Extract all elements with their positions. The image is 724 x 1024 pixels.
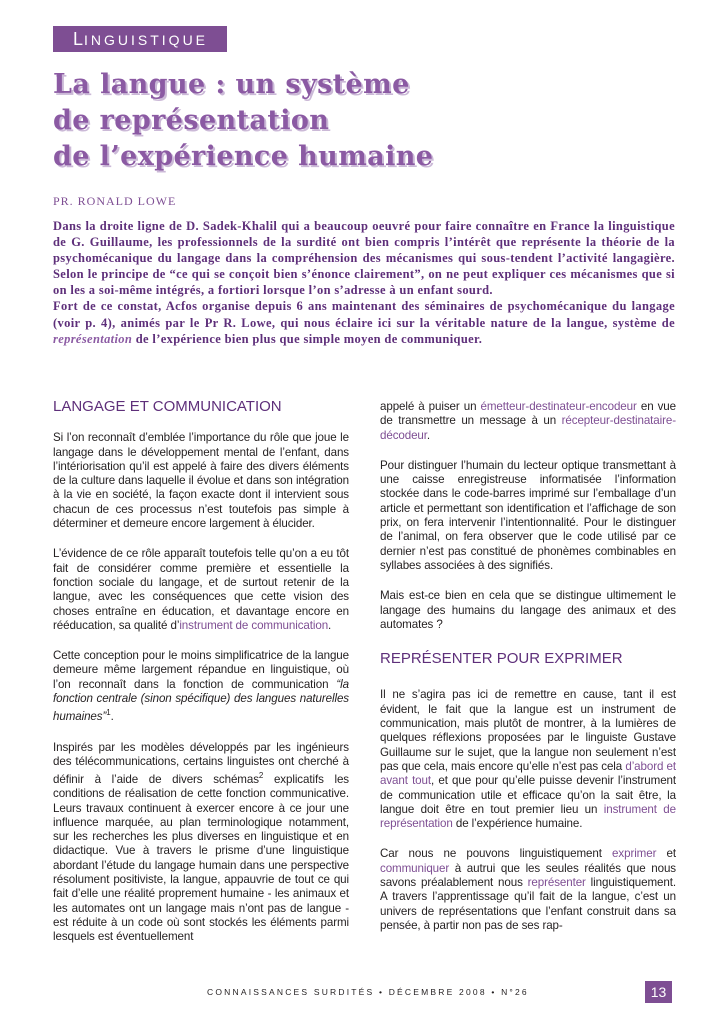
highlight-term: représenter [527,876,586,890]
highlight-term: communiquer [380,861,450,875]
title-line-1: La langue : un système [53,69,410,100]
highlight-term: exprimer [612,847,657,861]
highlight-term: instrument de représentation [380,802,676,831]
page-number: 13 [645,981,672,1003]
highlight-term: d’abord et avant tout [380,759,677,788]
author-byline: PR. RONALD LOWE [53,194,177,208]
article-lead [53,218,675,347]
right-paragraph-2: Pour distinguer l’humain du lecteur optique transmettant à une caisse enregistreuse informatisée l’information stockée dans le code-barres imprimé sur l’emballage d’un article et permettant son identification et l’affichage de son prix, on fera intervenir l’intentionnalité. Pour le distinguer de l’animal, on fera observer que le code utilisé par ce dernier n’est pas constitué de phonèmes combinables en syllabes associées à des signifiés. [380,458,676,572]
section-heading-langage: LANGAGE ET COMMUNICATION [53,398,282,415]
article-title [53,67,673,175]
highlight-term: instrument de communication [179,618,329,632]
right-paragraph-3: Mais est-ce bien en cela que se distingue ultimement le langage des humains du langage des animaux et des automates ? [380,589,676,631]
rubric-rest: INGUISTIQUE [84,32,209,48]
left-column [53,400,349,961]
footer-journal-info: CONNAISSANCES SURDITÉS • DÉCEMBRE 2008 • N°26 [207,987,529,997]
highlight-term: émetteur-destinateur-encodeur [480,400,637,413]
right-paragraph-1: appelé à puiser un émetteur-destinateur-encodeur en vue de transmettre un message à un récepteur-destinataire-décodeur. [380,400,676,442]
left-paragraph-4: Inspirés par les modèles développés par les ingénieurs des télécommunications, certains linguistes ont cherché à définir à l’aide de divers schémas$^2$ explicatifs les conditions de réalisation de cette fonction communicative. Leurs travaux continuent à exercer encore à ce jour une influence marquée, au plan terminologique notamment, sur les recherches les plus diverses en linguistique et en didactique. Vue à travers le prisme d’une linguistique abordant l’étude du langage humain dans une perspective résolument positiviste, la langue, appauvrie de tout ce qui fait d’elle une réalité proprement humaine - les animaux et les automates ont un langage mais n’ont pas de langue - est réduite à un code où sont stockés les éléments parmi lesquels est éventuellement [53,740,349,944]
right-column [380,400,676,949]
title-line-3: de l’expérience humaine [53,141,434,172]
left-paragraph-3: Cette conception pour le moins simplificatrice de la langue demeure même largement répandue en linguistique, où l’on reconnaît dans la fonction de communication “la fonction centrale (sinon spécifique) des langues naturelles humaines”$^1$. [53,649,349,724]
title-line-2: de représentation [53,105,330,136]
section-heading-representer: REPRÉSENTER POUR EXPRIMER [380,650,623,668]
quote: “la fonction centrale (sinon spécifique) des langues naturelles humaines” [53,677,349,724]
section-rubric [53,26,227,52]
footnote-ref-2: 2 [258,771,264,781]
footnote-ref-1: 1 [106,708,111,718]
lead-paragraph-1: Dans la droite ligne de D. Sadek-Khalil qui a beaucoup oeuvré pour faire connaître en France la linguistique de G. Guillaume, les professionnels de la surdité ont bien compris l’intérêt que représente la théorie de la psychomécanique du langage dans la compréhension des mécanismes qui sous-tendent l’activité langagière. Selon le principe de “ce qui se conçoit bien s’énonce clairement”, on ne peut expliquer ces mécanismes que si on les a soi-même intégrés, a fortiori lorsque l’on s’adresse à un enfant sourd. [53,219,675,298]
left-paragraph-1: Si l’on reconnaît d’emblée l’importance du rôle que joue le langage dans le développement mental de l’enfant, dans l’intériorisation qu’il est appelé à faire des divers éléments de la culture dans laquelle il évolue et dans son intégration à la vie en société, la façon exacte dont il intervient sous chacun de ces processus n’est toutefois pas simple à déterminer et demeure encore largement à élucider. [53,431,349,531]
left-paragraph-2: L’évidence de ce rôle apparaît toutefois telle qu’on a eu tôt fait de considérer comme première et essentielle la fonction sociale du langage, et de surtout retenir de la langue, avec les conséquences que cette vision des choses entraîne en éducation, et davantage encore en rééducation, sa qualité d’instrument de communication. [53,547,349,632]
right-paragraph-4: Il ne s’agira pas ici de remettre en cause, tant il est évident, le fait que la langue est un instrument de communication, mais plutôt de montrer, à la lumières de quelques réflexions proposées par le linguiste Gustave Guillaume sur le sujet, que la langue non seulement n’est pas que cela, mais encore qu’elle n’est pas cela d’abord et avant tout, et que pour qu’elle puisse devenir l’instrument de communication utile et efficace qu’on la sait être, la langue doit être en tout premier lieu un instrument de représentation de l’expérience humaine. [380,688,677,831]
rubric-initial: L [73,29,85,49]
lead-paragraph-2: Fort de ce constat, Acfos organise depuis 6 ans maintenant des séminaires de psychomécanique du langage (voir p. 4), animés par le Pr R. Lowe, qui nous éclaire ici sur la véritable nature de la langue, système de représentation de l’expérience bien plus que simple moyen de communiquer. [53,299,675,346]
highlight-term: récepteur-destinataire-décodeur [380,414,676,442]
lead-emphasis: représentation [53,331,133,346]
right-paragraph-5: Car nous ne pouvons linguistiquement exprimer et communiquer à autrui que les seules réalités que nous savons préalablement nous représenter linguistiquement. A travers l’apprentissage qu’il fait de la langue, c’est un univers de représentations que l’enfant construit dans sa pensée, à partir non pas de ses rap- [380,847,676,932]
